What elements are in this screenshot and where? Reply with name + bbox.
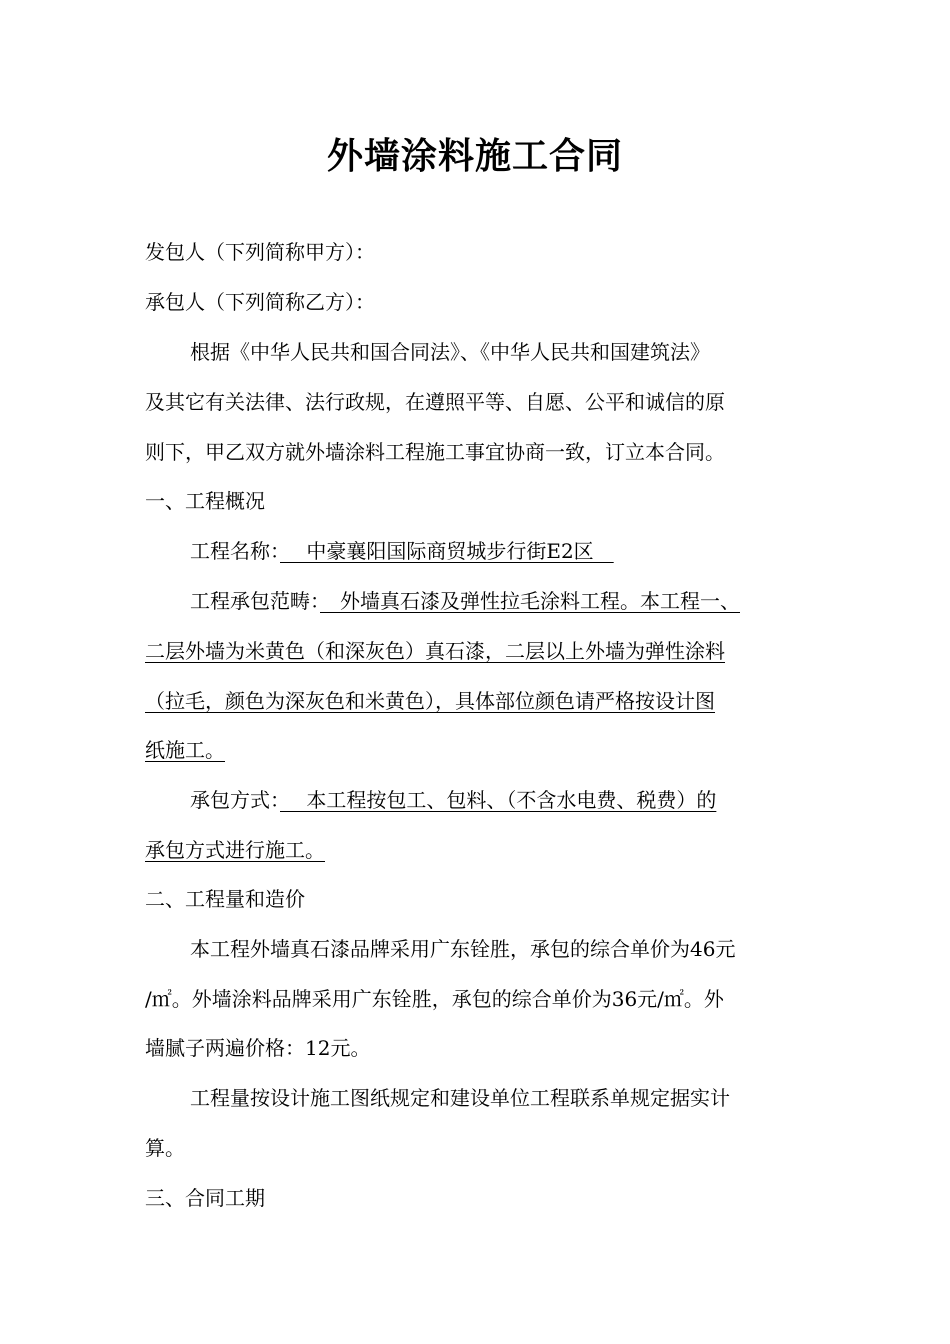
quantity-paragraph-line-1: 工程量按设计施工图纸规定和建设单位工程联系单规定据实计 <box>190 1086 730 1110</box>
scope-value-line-3: （拉毛，颜色为深灰色和米黄色），具体部位颜色请严格按设计图 <box>145 689 715 713</box>
quantity-paragraph-line-2: 算。 <box>145 1136 185 1160</box>
intro-paragraph-line-1: 根据《中华人民共和国合同法》、《中华人民共和国建筑法》 <box>190 340 710 364</box>
intro-paragraph-line-2: 及其它有关法律、法行政规，在遵照平等、自愿、公平和诚信的原 <box>145 390 725 414</box>
contract-mode-label: 承包方式： <box>190 788 280 812</box>
scope-line-1 <box>190 589 740 613</box>
section-1-heading: 一、工程概况 <box>145 489 265 513</box>
party-a-line: 发包人（下列简称甲方）： <box>145 240 375 264</box>
intro-paragraph-line-3: 则下，甲乙双方就外墙涂料工程施工事宜协商一致，订立本合同。 <box>145 440 725 464</box>
contract-mode-line-1 <box>190 788 716 812</box>
price-paragraph-line-1: 本工程外墙真石漆品牌采用广东铨胜，承包的综合单价为46元 <box>190 937 736 961</box>
project-name-label: 工程名称： <box>190 539 280 563</box>
scope-value-line-2: 二层外墙为米黄色（和深灰色）真石漆，二层以上外墙为弹性涂料 <box>145 639 725 663</box>
price-paragraph-line-3: 墙腻子两遍价格：12元。 <box>145 1036 371 1060</box>
section-3-heading: 三、合同工期 <box>145 1186 265 1210</box>
price-paragraph-line-2: /㎡。外墙涂料品牌采用广东铨胜，承包的综合单价为36元/㎡。外 <box>145 987 724 1011</box>
section-2-heading: 二、工程量和造价 <box>145 887 305 911</box>
project-name-value: 中豪襄阳国际商贸城步行街E2区 <box>280 539 614 563</box>
scope-value-line-1: 外墙真石漆及弹性拉毛涂料工程。本工程一、 <box>320 589 740 613</box>
contract-mode-value-line-1: 本工程按包工、包料、（不含水电费、税费）的 <box>280 788 717 812</box>
document-title: 外墙涂料施工合同 <box>326 135 623 177</box>
scope-label: 工程承包范畴： <box>190 589 320 613</box>
scope-value-line-4: 纸施工。 <box>145 738 225 762</box>
contract-mode-value-line-2: 承包方式进行施工。 <box>145 838 325 862</box>
project-name-line <box>190 539 614 563</box>
party-b-line: 承包人（下列简称乙方）： <box>145 290 375 314</box>
